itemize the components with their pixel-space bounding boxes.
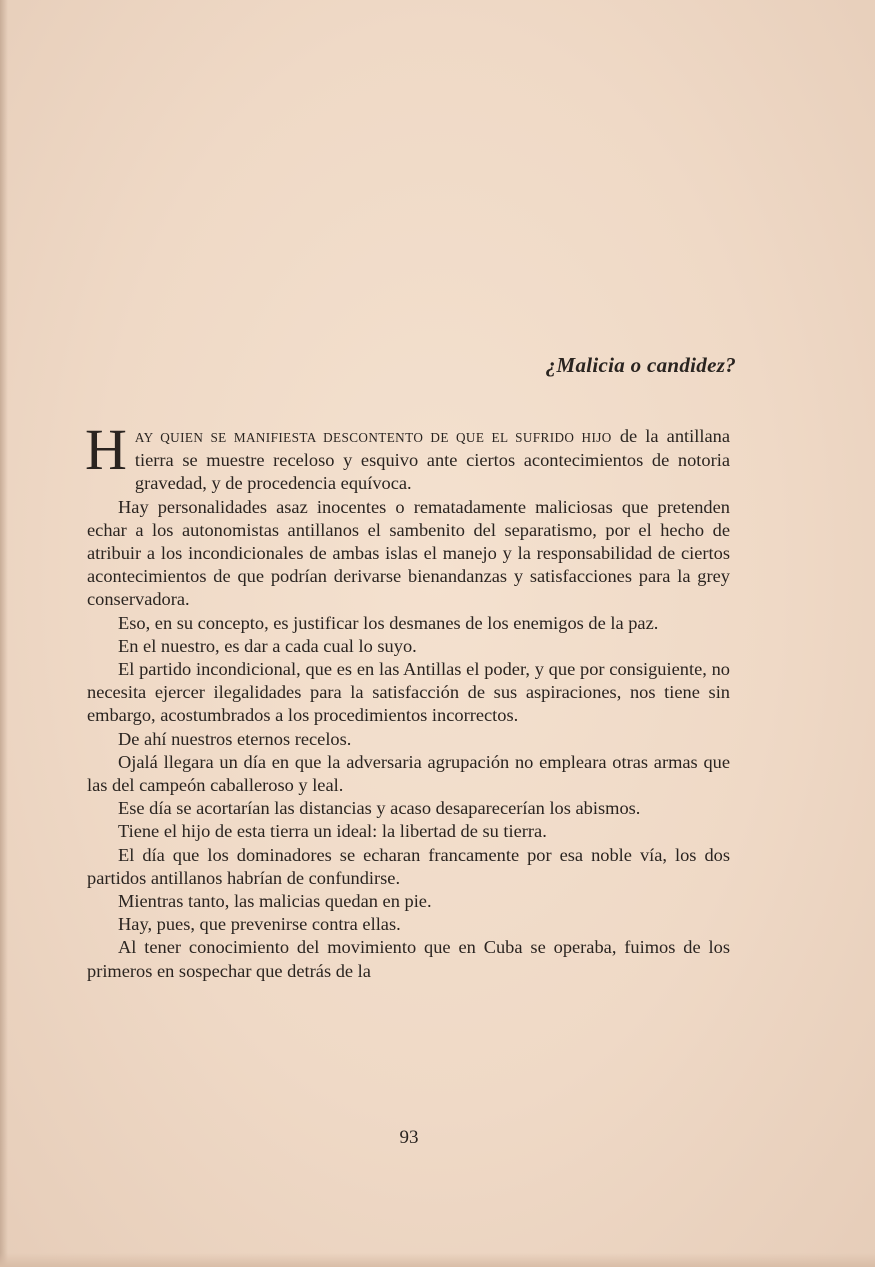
paragraph-10: El día que los dominadores se echaran francamente por esa noble vía, los dos partidos antillanos habrían de confundirse. bbox=[87, 844, 730, 888]
page-bottom-edge-shadow bbox=[0, 1253, 875, 1267]
paragraph-2: Hay personalidades asaz inocentes o rematadamente maliciosas que pretenden echar a los autonomistas antillanos el sambenito del separatismo, por el hecho de atribuir a los incondicionales de ambas islas el manejo y la responsabilidad de ciertos acontecimientos de que podrían derivarse bienandanzas y satisfacciones para la grey conservadora. bbox=[87, 496, 730, 610]
chapter-title: ¿Malicia o candidez? bbox=[545, 353, 736, 377]
paragraph-4: En el nuestro, es dar a cada cual lo suyo. bbox=[118, 635, 417, 656]
paragraph-8: Ese día se acortarían las distancias y acaso desaparecerían los abismos. bbox=[118, 798, 641, 819]
paragraph-1 bbox=[85, 417, 730, 496]
paragraph-9: Tiene el hijo de esta tierra un ideal: la libertad de su tierra. bbox=[118, 821, 547, 842]
paragraph-5: El partido incondicional, que es en las Antillas el poder, y que por consiguiente, no necesita ejercer ilegalidades para la satisfacción de sus aspiraciones, nos tiene sin embargo, acostumbrados a los procedimientos incorrectos. bbox=[87, 659, 730, 726]
first-paragraph-rest: de la antillana tierra se muestre receloso y esquivo ante ciertos acontecimientos de notoria gravedad, y de procedencia equívoca. bbox=[134, 426, 730, 494]
paragraph-3: Eso, en su concepto, es justificar los desmanes de los enemigos de la paz. bbox=[118, 612, 659, 633]
body-text bbox=[85, 417, 730, 983]
page-number: 93 bbox=[399, 1127, 419, 1148]
paragraph-12: Hay, pues, que prevenirse contra ellas. bbox=[118, 914, 401, 935]
paragraph-7: Ojalá llegara un día en que la adversaria agrupación no empleara otras armas que las del campeón caballeroso y leal. bbox=[87, 751, 730, 796]
paragraph-11: Mientras tanto, las malicias quedan en pie. bbox=[118, 891, 432, 912]
paragraph-6: De ahí nuestros eternos recelos. bbox=[118, 728, 352, 749]
first-line-smallcaps: AY QUIEN SE MANIFIESTA DESCONTENTO DE QUE EL SUFRIDO HIJO bbox=[134, 430, 612, 445]
paragraph-13: Al tener conocimiento del movimiento que en Cuba se operaba, fuimos de los primeros en sospechar que detrás de la bbox=[87, 937, 730, 981]
drop-cap: H bbox=[85, 417, 127, 482]
page-left-edge-shadow bbox=[0, 0, 8, 1267]
